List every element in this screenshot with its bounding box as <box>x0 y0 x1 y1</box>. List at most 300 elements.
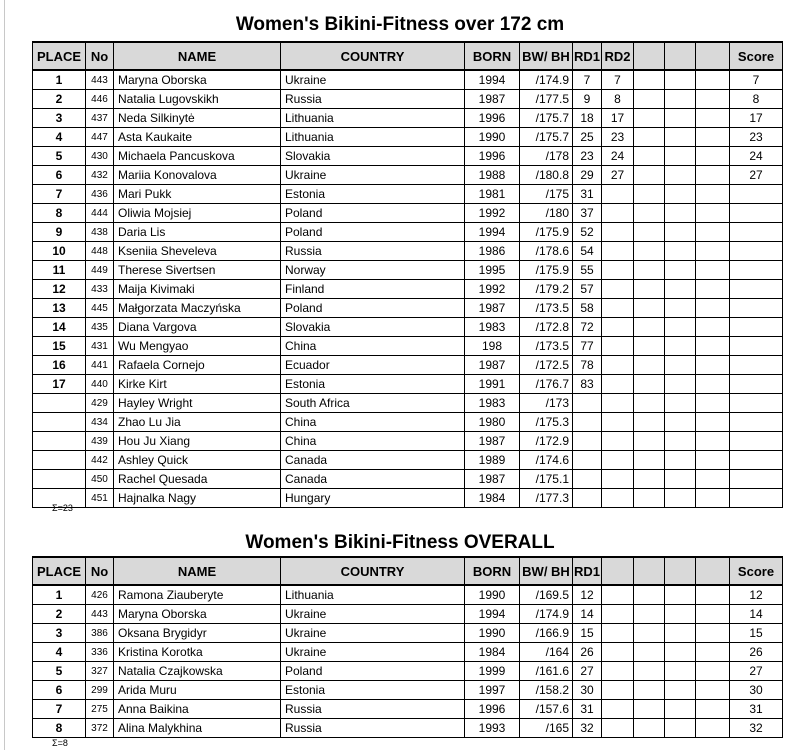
cell-bw-bh: /165 <box>520 719 573 738</box>
cell-rd1 <box>573 451 602 470</box>
cell-rd1: 78 <box>573 356 602 375</box>
cell-born: 1992 <box>465 280 520 299</box>
cell-place: 2 <box>33 605 86 624</box>
cell-number: 449 <box>86 261 114 280</box>
cell-number: 450 <box>86 470 114 489</box>
cell-blank <box>665 337 696 356</box>
cell-rd1: 7 <box>573 70 602 90</box>
cell-rd2 <box>602 394 634 413</box>
cell-name: Neda Silkinytė <box>114 109 281 128</box>
cell-rd1: 57 <box>573 280 602 299</box>
header-blank <box>696 42 730 70</box>
cell-blank <box>634 643 665 662</box>
cell-born: 1987 <box>465 90 520 109</box>
cell-blank <box>696 700 730 719</box>
cell-born: 1996 <box>465 700 520 719</box>
cell-blank <box>696 375 730 394</box>
cell-rd1: 29 <box>573 166 602 185</box>
cell-number: 299 <box>86 681 114 700</box>
cell-born: 1990 <box>465 128 520 147</box>
header-blank <box>696 557 730 585</box>
cell-rd2: 8 <box>602 90 634 109</box>
cell-born: 1989 <box>465 451 520 470</box>
cell-blank <box>634 394 665 413</box>
cell-rd1: 27 <box>573 662 602 681</box>
cell-blank <box>696 662 730 681</box>
cell-score: 8 <box>730 90 783 109</box>
cell-rd1: 83 <box>573 375 602 394</box>
cell-score: 32 <box>730 719 783 738</box>
header-name: NAME <box>114 42 281 70</box>
cell-name: Oliwia Mojsiej <box>114 204 281 223</box>
cell-number: 443 <box>86 70 114 90</box>
cell-number: 448 <box>86 242 114 261</box>
cell-country: Lithuania <box>281 128 465 147</box>
header-blank <box>602 557 634 585</box>
cell-rd1: 15 <box>573 624 602 643</box>
cell-number: 446 <box>86 90 114 109</box>
cell-blank <box>665 413 696 432</box>
cell-rd1: 37 <box>573 204 602 223</box>
cell-bw-bh: /172.9 <box>520 432 573 451</box>
table-header-row <box>33 557 783 585</box>
cell-number: 447 <box>86 128 114 147</box>
cell-name: Maryna Oborska <box>114 605 281 624</box>
cell-blank <box>665 166 696 185</box>
table-row <box>33 662 783 681</box>
cell-bw-bh: /176.7 <box>520 375 573 394</box>
cell-place: 11 <box>33 261 86 280</box>
cell-rd1: 9 <box>573 90 602 109</box>
cell-blank <box>696 223 730 242</box>
cell-bw-bh: /169.5 <box>520 585 573 605</box>
cell-bw-bh: /178 <box>520 147 573 166</box>
cell-place: 6 <box>33 166 86 185</box>
cell-rd1: 77 <box>573 337 602 356</box>
cell-bw-bh: /174.6 <box>520 451 573 470</box>
cell-country: Estonia <box>281 185 465 204</box>
table-row <box>33 470 783 489</box>
cell-blank <box>696 719 730 738</box>
cell-blank <box>665 700 696 719</box>
cell-place <box>33 432 86 451</box>
cell-blank <box>665 242 696 261</box>
cell-blank <box>665 662 696 681</box>
cell-blank <box>696 128 730 147</box>
header-rd2: RD2 <box>602 42 634 70</box>
cell-bw-bh: /180 <box>520 204 573 223</box>
cell-blank <box>696 337 730 356</box>
cell-rd1: 26 <box>573 643 602 662</box>
cell-blank <box>665 261 696 280</box>
table-row <box>33 643 783 662</box>
cell-place: 3 <box>33 624 86 643</box>
cell-score: 31 <box>730 700 783 719</box>
table-row <box>33 261 783 280</box>
cell-bw-bh: /178.6 <box>520 242 573 261</box>
cell-rd1: 14 <box>573 605 602 624</box>
cell-blank <box>634 585 665 605</box>
cell-place: 14 <box>33 318 86 337</box>
header-no: No <box>86 557 114 585</box>
cell-blank <box>634 700 665 719</box>
cell-blank <box>665 375 696 394</box>
cell-score: 30 <box>730 681 783 700</box>
table-row <box>33 719 783 738</box>
cell-rd2 <box>602 261 634 280</box>
cell-name: Rachel Quesada <box>114 470 281 489</box>
cell-country: Hungary <box>281 489 465 508</box>
cell-name: Daria Lis <box>114 223 281 242</box>
cell-bw-bh: /174.9 <box>520 605 573 624</box>
header-rd1: RD1 <box>573 42 602 70</box>
cell-name: Arida Muru <box>114 681 281 700</box>
cell-name: Rafaela Cornejo <box>114 356 281 375</box>
cell-place: 1 <box>33 585 86 605</box>
cell-number: 445 <box>86 299 114 318</box>
cell-blank <box>665 489 696 508</box>
cell-number: 437 <box>86 109 114 128</box>
table-row <box>33 299 783 318</box>
table-row <box>33 681 783 700</box>
cell-blank <box>665 128 696 147</box>
cell-place: 17 <box>33 375 86 394</box>
cell-name: Natalia Czajkowska <box>114 662 281 681</box>
table-row <box>33 624 783 643</box>
cell-blank <box>665 356 696 375</box>
cell-blank <box>665 643 696 662</box>
cell-name: Asta Kaukaite <box>114 128 281 147</box>
cell-place: 5 <box>33 147 86 166</box>
cell-born: 1995 <box>465 261 520 280</box>
cell-bw-bh: /175 <box>520 185 573 204</box>
table-row <box>33 451 783 470</box>
cell-rd2 <box>602 280 634 299</box>
cell-score <box>730 489 783 508</box>
table-row <box>33 70 783 90</box>
cell-number: 433 <box>86 280 114 299</box>
cell-born: 1984 <box>465 643 520 662</box>
table-row <box>33 90 783 109</box>
cell-blank <box>665 318 696 337</box>
cell-bw-bh: /177.3 <box>520 489 573 508</box>
header-blank <box>634 557 665 585</box>
cell-place: 13 <box>33 299 86 318</box>
section2-sum: Σ=8 <box>52 738 68 748</box>
cell-number: 439 <box>86 432 114 451</box>
cell-bw-bh: /172.8 <box>520 318 573 337</box>
cell-place: 2 <box>33 90 86 109</box>
cell-blank <box>634 223 665 242</box>
cell-country: Russia <box>281 90 465 109</box>
cell-born: 1996 <box>465 109 520 128</box>
table-row <box>33 280 783 299</box>
cell-rd1 <box>573 394 602 413</box>
cell-number: 336 <box>86 643 114 662</box>
cell-bw-bh: /157.6 <box>520 700 573 719</box>
cell-rd2 <box>602 451 634 470</box>
cell-born: 1993 <box>465 719 520 738</box>
cell-score <box>730 299 783 318</box>
cell-born: 1990 <box>465 624 520 643</box>
cell-born: 1999 <box>465 662 520 681</box>
table-row <box>33 432 783 451</box>
cell-bw-bh: /158.2 <box>520 681 573 700</box>
cell-score: 27 <box>730 166 783 185</box>
results-table-overall <box>32 556 783 738</box>
cell-country: Slovakia <box>281 318 465 337</box>
cell-blank <box>634 90 665 109</box>
table-header-row <box>33 42 783 70</box>
cell-place: 5 <box>33 662 86 681</box>
cell-name: Ramona Ziauberyte <box>114 585 281 605</box>
cell-country: Estonia <box>281 681 465 700</box>
cell-blank <box>696 109 730 128</box>
cell-born: 1987 <box>465 356 520 375</box>
cell-country: Canada <box>281 451 465 470</box>
cell-bw-bh: /161.6 <box>520 662 573 681</box>
cell-blank <box>665 585 696 605</box>
cell-rd1: 54 <box>573 242 602 261</box>
cell-blank <box>696 643 730 662</box>
cell-rd1: 18 <box>573 109 602 128</box>
cell-rd1: 12 <box>573 585 602 605</box>
cell-number: 434 <box>86 413 114 432</box>
header-blank <box>634 42 665 70</box>
cell-score <box>730 451 783 470</box>
cell-blank <box>602 681 634 700</box>
table-row <box>33 489 783 508</box>
cell-score <box>730 185 783 204</box>
cell-place: 16 <box>33 356 86 375</box>
header-rd1: RD1 <box>573 557 602 585</box>
table-row <box>33 185 783 204</box>
cell-country: Ukraine <box>281 643 465 662</box>
cell-born: 1987 <box>465 432 520 451</box>
cell-rd2: 7 <box>602 70 634 90</box>
cell-blank <box>602 605 634 624</box>
cell-blank <box>696 470 730 489</box>
cell-name: Natalia Lugovskikh <box>114 90 281 109</box>
cell-score <box>730 375 783 394</box>
cell-bw-bh: /173.5 <box>520 337 573 356</box>
cell-born: 1987 <box>465 470 520 489</box>
cell-country: Ukraine <box>281 624 465 643</box>
cell-bw-bh: /177.5 <box>520 90 573 109</box>
table-row <box>33 413 783 432</box>
cell-born: 1994 <box>465 605 520 624</box>
cell-blank <box>634 318 665 337</box>
cell-country: China <box>281 413 465 432</box>
cell-name: Hajnalka Nagy <box>114 489 281 508</box>
cell-country: Finland <box>281 280 465 299</box>
cell-blank <box>696 624 730 643</box>
cell-place: 15 <box>33 337 86 356</box>
cell-bw-bh: /179.2 <box>520 280 573 299</box>
cell-blank <box>696 280 730 299</box>
cell-blank <box>634 147 665 166</box>
cell-born: 1981 <box>465 185 520 204</box>
cell-country: Canada <box>281 470 465 489</box>
cell-blank <box>696 204 730 223</box>
cell-bw-bh: /175.7 <box>520 128 573 147</box>
cell-rd2 <box>602 185 634 204</box>
section2-title: Women's Bikini-Fitness OVERALL <box>245 532 555 553</box>
cell-blank <box>696 605 730 624</box>
cell-name: Zhao Lu Jia <box>114 413 281 432</box>
cell-place: 9 <box>33 223 86 242</box>
cell-blank <box>665 432 696 451</box>
cell-rd2 <box>602 375 634 394</box>
cell-blank <box>696 413 730 432</box>
cell-rd2: 27 <box>602 166 634 185</box>
cell-country: Estonia <box>281 375 465 394</box>
cell-blank <box>634 605 665 624</box>
cell-rd1: 58 <box>573 299 602 318</box>
header-place: PLACE <box>33 42 86 70</box>
cell-name: Hou Ju Xiang <box>114 432 281 451</box>
cell-country: Russia <box>281 719 465 738</box>
cell-blank <box>696 147 730 166</box>
header-country: COUNTRY <box>281 557 465 585</box>
cell-name: Ashley Quick <box>114 451 281 470</box>
cell-blank <box>696 394 730 413</box>
cell-blank <box>634 166 665 185</box>
cell-rd2 <box>602 318 634 337</box>
cell-place: 4 <box>33 643 86 662</box>
cell-name: Anna Baikina <box>114 700 281 719</box>
cell-place: 4 <box>33 128 86 147</box>
cell-bw-bh: /175.3 <box>520 413 573 432</box>
cell-score: 27 <box>730 662 783 681</box>
cell-bw-bh: /164 <box>520 643 573 662</box>
cell-bw-bh: /166.9 <box>520 624 573 643</box>
cell-number: 438 <box>86 223 114 242</box>
cell-rd2 <box>602 299 634 318</box>
cell-rd1 <box>573 413 602 432</box>
header-born: BORN <box>465 42 520 70</box>
cell-bw-bh: /175.9 <box>520 223 573 242</box>
header-score: Score <box>730 557 783 585</box>
cell-blank <box>634 719 665 738</box>
cell-place: 8 <box>33 719 86 738</box>
cell-score: 17 <box>730 109 783 128</box>
cell-country: South Africa <box>281 394 465 413</box>
cell-blank <box>696 299 730 318</box>
table-row <box>33 166 783 185</box>
cell-blank <box>634 375 665 394</box>
cell-rd1: 55 <box>573 261 602 280</box>
cell-rd1: 31 <box>573 700 602 719</box>
cell-rd2 <box>602 242 634 261</box>
table-body <box>33 585 783 738</box>
cell-number: 443 <box>86 605 114 624</box>
cell-bw-bh: /175.7 <box>520 109 573 128</box>
cell-country: Poland <box>281 204 465 223</box>
cell-country: Norway <box>281 261 465 280</box>
cell-place: 8 <box>33 204 86 223</box>
cell-number: 327 <box>86 662 114 681</box>
cell-place: 7 <box>33 185 86 204</box>
cell-blank <box>634 280 665 299</box>
cell-place <box>33 413 86 432</box>
cell-blank <box>665 394 696 413</box>
section1-sum: Σ=23 <box>52 503 73 513</box>
cell-country: Ecuador <box>281 356 465 375</box>
cell-blank <box>602 662 634 681</box>
cell-blank <box>602 643 634 662</box>
cell-score: 26 <box>730 643 783 662</box>
cell-blank <box>665 624 696 643</box>
cell-blank <box>634 204 665 223</box>
cell-rd2 <box>602 470 634 489</box>
cell-rd2: 23 <box>602 128 634 147</box>
cell-born: 198 <box>465 337 520 356</box>
cell-rd1 <box>573 470 602 489</box>
cell-name: Wu Mengyao <box>114 337 281 356</box>
cell-blank <box>665 109 696 128</box>
cell-country: Ukraine <box>281 166 465 185</box>
cell-blank <box>634 451 665 470</box>
cell-blank <box>634 299 665 318</box>
cell-place: 12 <box>33 280 86 299</box>
header-no: No <box>86 42 114 70</box>
cell-country: Lithuania <box>281 585 465 605</box>
cell-name: Michaela Pancuskova <box>114 147 281 166</box>
cell-place <box>33 394 86 413</box>
cell-blank <box>634 681 665 700</box>
cell-name: Kirke Kirt <box>114 375 281 394</box>
cell-name: Maija Kivimaki <box>114 280 281 299</box>
cell-number: 372 <box>86 719 114 738</box>
header-place: PLACE <box>33 557 86 585</box>
cell-score <box>730 261 783 280</box>
cell-born: 1988 <box>465 166 520 185</box>
cell-blank <box>696 90 730 109</box>
header-bw: BW/ BH <box>520 42 573 70</box>
cell-blank <box>696 489 730 508</box>
cell-bw-bh: /180.8 <box>520 166 573 185</box>
cell-rd1: 30 <box>573 681 602 700</box>
cell-rd1 <box>573 432 602 451</box>
cell-blank <box>665 681 696 700</box>
cell-name: Kseniia Sheveleva <box>114 242 281 261</box>
cell-score <box>730 242 783 261</box>
header-bw: BW/ BH <box>520 557 573 585</box>
cell-blank <box>602 585 634 605</box>
cell-score <box>730 356 783 375</box>
cell-name: Diana Vargova <box>114 318 281 337</box>
table-row <box>33 700 783 719</box>
cell-blank <box>665 185 696 204</box>
cell-blank <box>665 70 696 90</box>
cell-blank <box>634 109 665 128</box>
cell-rd2 <box>602 413 634 432</box>
table-row <box>33 109 783 128</box>
cell-score <box>730 337 783 356</box>
cell-blank <box>696 356 730 375</box>
cell-number: 386 <box>86 624 114 643</box>
table-row <box>33 585 783 605</box>
cell-blank <box>634 662 665 681</box>
cell-country: Ukraine <box>281 70 465 90</box>
table-row <box>33 223 783 242</box>
table-row <box>33 204 783 223</box>
cell-rd1: 23 <box>573 147 602 166</box>
cell-rd2 <box>602 223 634 242</box>
cell-score: 7 <box>730 70 783 90</box>
cell-rd2 <box>602 204 634 223</box>
